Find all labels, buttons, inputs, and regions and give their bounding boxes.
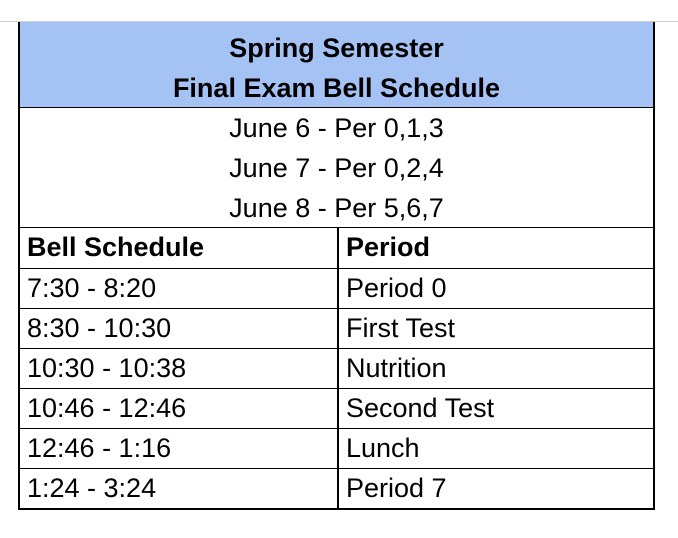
table-row — [20, 348, 653, 388]
time-cell: 7:30 - 8:20 — [20, 268, 338, 308]
time-cell: 12:46 - 1:16 — [20, 428, 338, 468]
column-header-period: Period — [338, 228, 653, 268]
exam-dates — [20, 108, 653, 228]
time-cell: 1:24 - 3:24 — [20, 468, 338, 508]
date-line: June 7 - Per 0,2,4 — [229, 153, 444, 183]
table-row — [20, 268, 653, 308]
table-header-row — [20, 228, 653, 268]
time-cell: 10:30 - 10:38 — [20, 348, 338, 388]
bell-schedule-table — [20, 228, 653, 508]
schedule-sheet — [18, 22, 655, 510]
title-header — [20, 22, 653, 108]
date-line: June 8 - Per 5,6,7 — [229, 193, 444, 223]
period-cell: Period 0 — [338, 268, 653, 308]
period-cell: Period 7 — [346, 472, 447, 503]
period-cell: Nutrition — [338, 348, 653, 388]
period-cell: Second Test — [338, 388, 653, 428]
table-row — [20, 388, 653, 428]
time-cell: 10:46 - 12:46 — [20, 388, 338, 428]
column-header-bell-schedule: Bell Schedule — [20, 228, 338, 268]
date-line: June 6 - Per 0,1,3 — [229, 113, 444, 143]
period-cell: First Test — [338, 308, 653, 348]
table-row — [20, 308, 653, 348]
title-line-2: Final Exam Bell Schedule — [172, 73, 501, 103]
title-line-1: Spring Semester — [229, 33, 444, 63]
table-row — [20, 428, 653, 468]
time-cell: 8:30 - 10:30 — [20, 308, 338, 348]
period-cell: Lunch — [338, 428, 653, 468]
table-row — [20, 468, 653, 508]
